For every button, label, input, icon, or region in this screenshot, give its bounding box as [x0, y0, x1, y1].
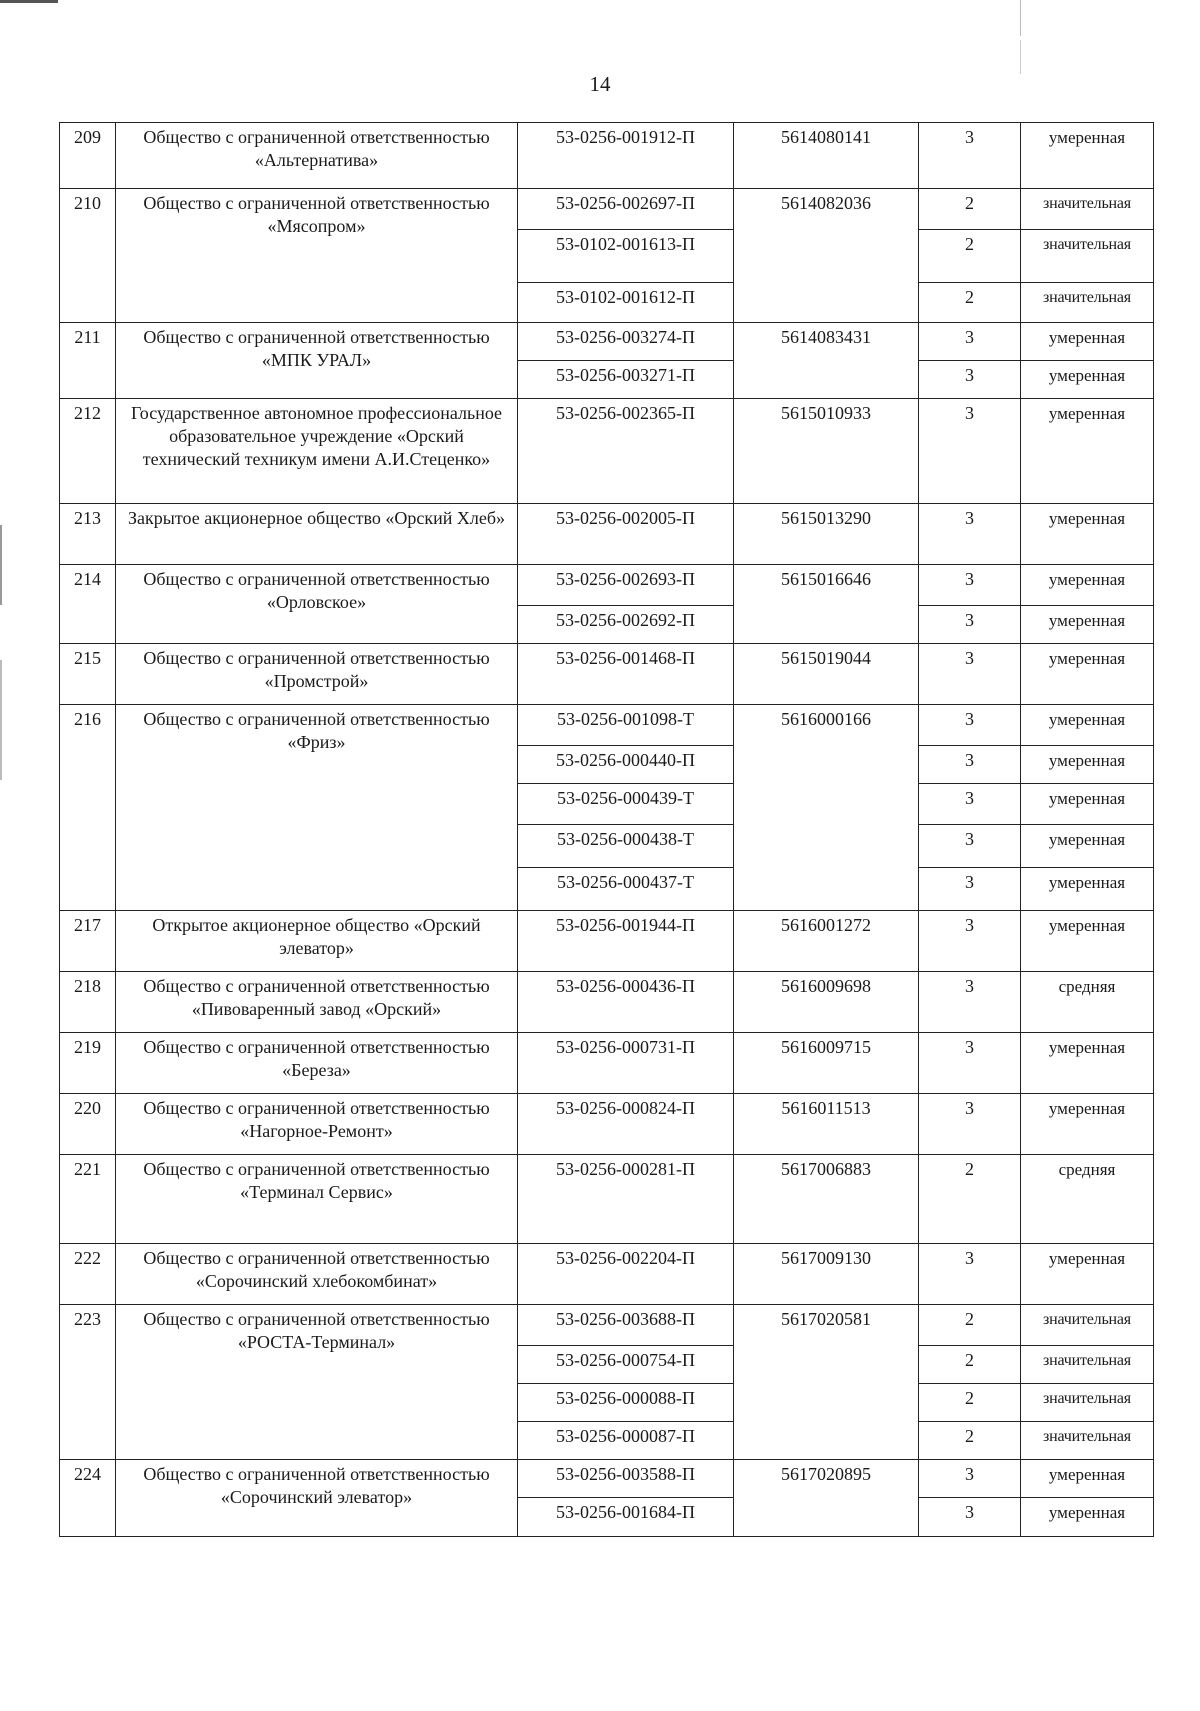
inn-value: 5616009715: [734, 1033, 919, 1094]
organization-name: Общество с ограниченной ответственностью «Нагорное-Ремонт»: [116, 1094, 518, 1155]
risk-level: значительная: [1021, 1305, 1154, 1346]
risk-level: умеренная: [1021, 746, 1154, 784]
object-code: 53-0256-000824-П: [518, 1094, 734, 1155]
inn-value: 5617006883: [734, 1155, 919, 1244]
object-code: 53-0256-001098-Т: [518, 705, 734, 746]
inn-value: 5615019044: [734, 644, 919, 705]
row-number: 212: [60, 399, 116, 504]
organization-name: Общество с ограниченной ответственностью «Альтернатива»: [116, 123, 518, 189]
organization-name: Общество с ограниченной ответственностью «Терминал Сервис»: [116, 1155, 518, 1244]
scan-artifact: [1020, 0, 1021, 36]
risk-level: умеренная: [1021, 565, 1154, 606]
risk-level: средняя: [1021, 1155, 1154, 1244]
inn-value: 5614080141: [734, 123, 919, 189]
row-number: 215: [60, 644, 116, 705]
inn-value: 5615016646: [734, 565, 919, 644]
risk-level: средняя: [1021, 972, 1154, 1033]
object-code: 53-0256-003271-П: [518, 361, 734, 399]
object-code: 53-0256-000281-П: [518, 1155, 734, 1244]
row-number: 216: [60, 705, 116, 911]
table-row: [60, 399, 1154, 504]
table-row: [60, 1033, 1154, 1094]
category-value: 2: [919, 189, 1021, 230]
category-value: 2: [919, 230, 1021, 283]
organization-name: Общество с ограниченной ответственностью «Сорочинский хлебокомбинат»: [116, 1244, 518, 1305]
organization-name: Общество с ограниченной ответственностью «Сорочинский элеватор»: [116, 1460, 518, 1537]
table-row: [60, 1305, 1154, 1346]
object-code: 53-0256-001912-П: [518, 123, 734, 189]
category-value: 3: [919, 565, 1021, 606]
category-value: 3: [919, 1244, 1021, 1305]
category-value: 3: [919, 644, 1021, 705]
row-number: 218: [60, 972, 116, 1033]
category-value: 2: [919, 1305, 1021, 1346]
object-code: 53-0256-000754-П: [518, 1346, 734, 1384]
inn-value: 5614083431: [734, 323, 919, 399]
object-code: 53-0256-002697-П: [518, 189, 734, 230]
object-code: 53-0256-003588-П: [518, 1460, 734, 1498]
organization-name: Общество с ограниченной ответственностью «РОСТА-Терминал»: [116, 1305, 518, 1460]
category-value: 2: [919, 1422, 1021, 1460]
object-code: 53-0256-000437-Т: [518, 868, 734, 911]
object-code: 53-0256-000438-Т: [518, 825, 734, 868]
table-row: [60, 911, 1154, 972]
organization-name: Общество с ограниченной ответственностью «МПК УРАЛ»: [116, 323, 518, 399]
risk-level: умеренная: [1021, 606, 1154, 644]
risk-level: умеренная: [1021, 399, 1154, 504]
object-code: 53-0256-000731-П: [518, 1033, 734, 1094]
inn-value: 5617020895: [734, 1460, 919, 1537]
table-row: [60, 1094, 1154, 1155]
category-value: 3: [919, 123, 1021, 189]
row-number: 224: [60, 1460, 116, 1537]
object-code: 53-0256-001684-П: [518, 1498, 734, 1537]
inn-value: 5614082036: [734, 189, 919, 323]
organization-name: Общество с ограниченной ответственностью «Пивоваренный завод «Орский»: [116, 972, 518, 1033]
registry-body: [60, 123, 1154, 1537]
category-value: 2: [919, 1155, 1021, 1244]
category-value: 2: [919, 283, 1021, 323]
scan-artifact: [0, 0, 58, 3]
table-row: [60, 1155, 1154, 1244]
risk-level: значительная: [1021, 283, 1154, 323]
risk-level: умеренная: [1021, 911, 1154, 972]
object-code: 53-0256-002204-П: [518, 1244, 734, 1305]
risk-level: умеренная: [1021, 825, 1154, 868]
organization-name: Общество с ограниченной ответственностью «Орловское»: [116, 565, 518, 644]
risk-level: умеренная: [1021, 1460, 1154, 1498]
object-code: 53-0256-001468-П: [518, 644, 734, 705]
object-code: 53-0256-002005-П: [518, 504, 734, 565]
category-value: 3: [919, 868, 1021, 911]
risk-level: умеренная: [1021, 1094, 1154, 1155]
category-value: 2: [919, 1346, 1021, 1384]
table-row: [60, 565, 1154, 606]
registry-table: [59, 122, 1154, 1537]
row-number: 223: [60, 1305, 116, 1460]
object-code: 53-0256-002693-П: [518, 565, 734, 606]
row-number: 209: [60, 123, 116, 189]
inn-value: 5616011513: [734, 1094, 919, 1155]
object-code: 53-0256-000088-П: [518, 1384, 734, 1422]
page-number: 14: [589, 72, 611, 96]
inn-value: 5615013290: [734, 504, 919, 565]
organization-name: Государственное автономное профессиональное образовательное учреждение «Орский технический техникум имени А.И.Стеценко»: [116, 399, 518, 504]
risk-level: умеренная: [1021, 784, 1154, 825]
object-code: 53-0102-001613-П: [518, 230, 734, 283]
risk-level: умеренная: [1021, 1033, 1154, 1094]
row-number: 214: [60, 565, 116, 644]
category-value: 3: [919, 323, 1021, 361]
category-value: 3: [919, 361, 1021, 399]
row-number: 220: [60, 1094, 116, 1155]
category-value: 3: [919, 1094, 1021, 1155]
row-number: 213: [60, 504, 116, 565]
risk-level: умеренная: [1021, 123, 1154, 189]
inn-value: 5617009130: [734, 1244, 919, 1305]
row-number: 211: [60, 323, 116, 399]
organization-name: Открытое акционерное общество «Орский элеватор»: [116, 911, 518, 972]
object-code: 53-0256-000440-П: [518, 746, 734, 784]
table-row: [60, 705, 1154, 746]
category-value: 3: [919, 606, 1021, 644]
object-code: 53-0256-000087-П: [518, 1422, 734, 1460]
row-number: 222: [60, 1244, 116, 1305]
object-code: 53-0256-002365-П: [518, 399, 734, 504]
object-code: 53-0256-001944-П: [518, 911, 734, 972]
category-value: 3: [919, 746, 1021, 784]
category-value: 2: [919, 1384, 1021, 1422]
organization-name: Закрытое акционерное общество «Орский Хлеб»: [116, 504, 518, 565]
scan-artifact: [0, 525, 2, 605]
category-value: 3: [919, 972, 1021, 1033]
table-row: [60, 123, 1154, 189]
table-row: [60, 972, 1154, 1033]
inn-value: 5616001272: [734, 911, 919, 972]
organization-name: Общество с ограниченной ответственностью «Мясопром»: [116, 189, 518, 323]
category-value: 3: [919, 1498, 1021, 1537]
object-code: 53-0256-003688-П: [518, 1305, 734, 1346]
table-row: [60, 644, 1154, 705]
risk-level: значительная: [1021, 1384, 1154, 1422]
risk-level: умеренная: [1021, 1498, 1154, 1537]
category-value: 3: [919, 1033, 1021, 1094]
scan-artifact: [0, 660, 2, 780]
risk-level: умеренная: [1021, 644, 1154, 705]
category-value: 3: [919, 784, 1021, 825]
table-row: [60, 1460, 1154, 1498]
scan-artifact: [1020, 40, 1021, 74]
risk-level: умеренная: [1021, 504, 1154, 565]
table-row: [60, 323, 1154, 361]
object-code: 53-0256-003274-П: [518, 323, 734, 361]
organization-name: Общество с ограниченной ответственностью «Промстрой»: [116, 644, 518, 705]
organization-name: Общество с ограниченной ответственностью «Фриз»: [116, 705, 518, 911]
category-value: 3: [919, 504, 1021, 565]
object-code: 53-0256-000439-Т: [518, 784, 734, 825]
inn-value: 5616009698: [734, 972, 919, 1033]
inn-value: 5617020581: [734, 1305, 919, 1460]
inn-value: 5615010933: [734, 399, 919, 504]
inn-value: 5616000166: [734, 705, 919, 911]
object-code: 53-0256-002692-П: [518, 606, 734, 644]
category-value: 3: [919, 705, 1021, 746]
row-number: 221: [60, 1155, 116, 1244]
category-value: 3: [919, 1460, 1021, 1498]
object-code: 53-0102-001612-П: [518, 283, 734, 323]
table-row: [60, 504, 1154, 565]
category-value: 3: [919, 911, 1021, 972]
object-code: 53-0256-000436-П: [518, 972, 734, 1033]
category-value: 3: [919, 825, 1021, 868]
risk-level: умеренная: [1021, 361, 1154, 399]
category-value: 3: [919, 399, 1021, 504]
risk-level: умеренная: [1021, 868, 1154, 911]
organization-name: Общество с ограниченной ответственностью «Береза»: [116, 1033, 518, 1094]
table-row: [60, 189, 1154, 230]
row-number: 210: [60, 189, 116, 323]
row-number: 219: [60, 1033, 116, 1094]
risk-level: значительная: [1021, 189, 1154, 230]
risk-level: умеренная: [1021, 323, 1154, 361]
risk-level: умеренная: [1021, 1244, 1154, 1305]
risk-level: значительная: [1021, 1422, 1154, 1460]
risk-level: значительная: [1021, 230, 1154, 283]
risk-level: значительная: [1021, 1346, 1154, 1384]
table-row: [60, 1244, 1154, 1305]
risk-level: умеренная: [1021, 705, 1154, 746]
row-number: 217: [60, 911, 116, 972]
